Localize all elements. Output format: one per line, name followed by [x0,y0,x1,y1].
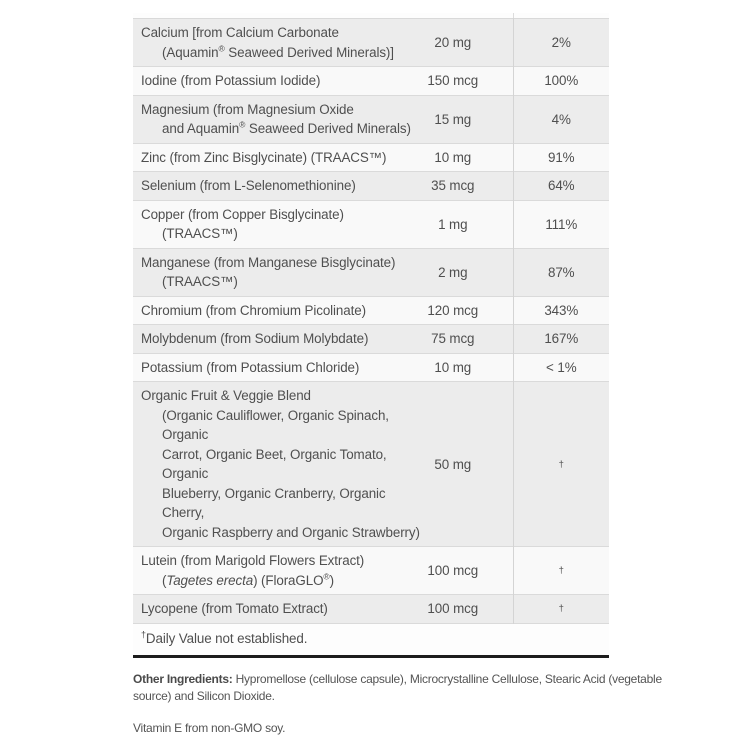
ingredient-amount: 1 mg [438,216,468,232]
previous-row-cutoff [133,13,609,18]
vitamin-e-note: Vitamin E from non-GMO soy. [133,720,286,735]
table-row [133,172,609,201]
ingredient-amount: 120 mcg [427,302,479,318]
ingredient-amount: 75 mcg [431,331,475,347]
ingredient-daily-value: 91% [513,143,609,172]
ingredient-amount: 150 mcg [427,73,479,89]
column-divider-line [513,13,514,18]
other-ingredients-line2: source) and Silicon Dioxide. [133,688,275,703]
ingredient-amount: 10 mg [434,359,472,375]
other-ingredients-note [133,671,662,705]
ingredient-amount: 50 mg [434,456,472,472]
ingredient-name: Lutein (from Marigold Flowers Extract) (Tagetes erecta) (FloraGLO®) [141,553,365,588]
table-row [133,382,609,547]
ingredient-amount: 10 mg [434,149,472,165]
table-row [133,296,609,325]
ingredient-amount: 35 mcg [431,178,475,194]
ingredient-daily-value: 167% [513,325,609,354]
ingredient-name: Copper (from Copper Bisglycinate) (TRAACS™) [141,206,344,241]
ingredient-name: Chromium (from Chromium Picolinate) [141,302,366,318]
ingredient-name: Iodine (from Potassium Iodide) [141,73,321,88]
ingredient-name: Zinc (from Zinc Bisglycinate) (TRAACS™) [141,149,387,165]
ingredient-name: Molybdenum (from Sodium Molybdate) [141,331,369,346]
ingredient-amount: 20 mg [434,35,472,50]
ingredient-daily-value [513,382,609,547]
dagger-symbol: † [558,603,564,615]
daily-value-footnote [133,623,609,655]
table-body [133,19,609,624]
other-ingredients-label: Other Ingredients: [133,671,233,686]
ingredient-daily-value: 87% [513,248,609,296]
ingredient-daily-value [513,595,609,624]
ingredient-name: Manganese (from Manganese Bisglycinate) (TRAACS™) [141,254,396,289]
dagger-symbol: † [558,458,564,470]
table-row [133,325,609,354]
ingredient-daily-value: < 1% [513,353,609,382]
ingredient-daily-value [513,547,609,595]
supplement-facts-panel [133,0,662,737]
ingredient-daily-value: 343% [513,296,609,325]
ingredient-daily-value: 111% [513,200,609,248]
ingredient-amount: 15 mg [434,111,472,127]
ingredient-name: Potassium (from Potassium Chloride) [141,359,360,375]
ingredient-name: Lycopene (from Tomato Extract) [141,601,328,616]
table-row [133,547,609,595]
supplement-facts-table [133,18,609,655]
ingredient-amount: 100 mcg [427,601,479,617]
ingredient-amount: 2 mg [438,264,468,280]
footnote-row [133,623,609,655]
ingredient-amount: 100 mcg [427,563,479,578]
ingredient-daily-value: 64% [513,172,609,201]
ingredient-daily-value: 4% [513,95,609,143]
table-row [133,95,609,143]
ingredient-name: Calcium [from Calcium Carbonate (Aquamin® Seaweed Derived Minerals)] [141,25,394,60]
footnote-text: Daily Value not established. [145,630,308,646]
table-row [133,143,609,172]
table-row [133,353,609,382]
ingredient-name: Magnesium (from Magnesium Oxide and Aquamin® Seaweed Derived Minerals) [141,101,411,136]
ingredient-name: Selenium (from L-Selenomethionine) [141,178,356,193]
ingredient-name: Organic Fruit & Veggie Blend (Organic Cauliflower, Organic Spinach, Organic Carrot, Organic Beet, Organic Tomato, Organic Blueberry, Organic Cranberry, Organic Cherry, Organic Raspberry and Organic Strawberry) [141,388,420,540]
table-row [133,19,609,67]
table-row [133,248,609,296]
table-row [133,595,609,624]
ingredient-daily-value: 100% [513,67,609,96]
ingredient-daily-value: 2% [513,19,609,67]
table-row [133,67,609,96]
table-row [133,200,609,248]
panel-bottom-rule [133,655,609,658]
dagger-symbol: † [141,629,146,640]
dagger-symbol: † [558,565,564,576]
other-ingredients-line1: Other Ingredients: Hypromellose (cellulose capsule), Microcrystalline Cellulose, Stearic Acid (vegetable [133,671,662,686]
